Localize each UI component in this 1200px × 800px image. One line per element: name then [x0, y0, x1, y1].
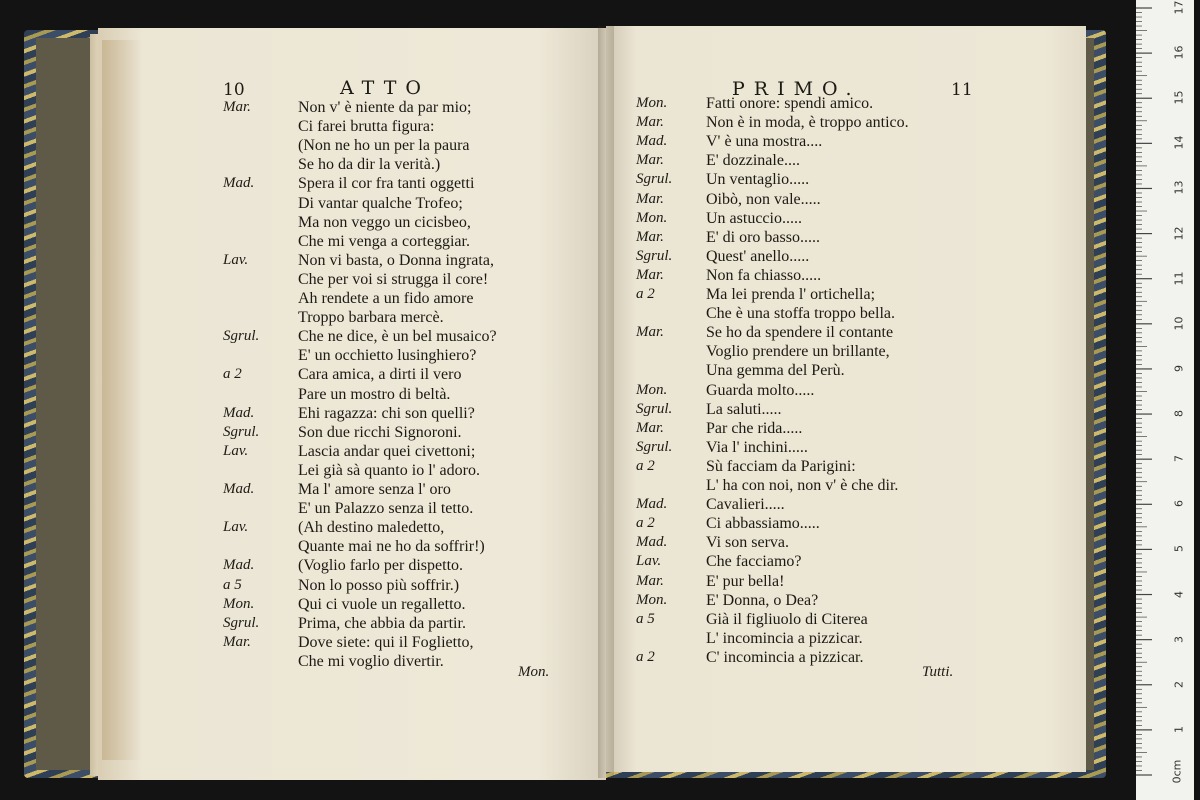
verse-text: Ma non veggo un cicisbeo,: [298, 213, 471, 231]
speaker-label: Lav.: [223, 251, 249, 268]
verse-text: Par che rida.....: [706, 419, 803, 437]
speaker-label: a 2: [636, 457, 655, 474]
verse-text: Di vantar qualche Trofeo;: [298, 194, 463, 212]
verse-text: Lascia andar quei civettoni;: [298, 442, 476, 460]
left-catchword: Mon.: [518, 664, 550, 680]
ruler-number: 17: [1172, 0, 1186, 15]
verse-text: Voglio prendere un brillante,: [706, 343, 890, 361]
verse-text: Non lo posso più soffrir.): [298, 576, 460, 594]
speaker-label: a 5: [223, 576, 242, 593]
speaker-label: Mad.: [636, 133, 668, 150]
speaker-label: Sgrul.: [636, 400, 673, 417]
speaker-label: Mon.: [636, 95, 668, 111]
verse-text: L' incomincia a pizzicar.: [706, 629, 863, 647]
speaker-label: Mar.: [636, 324, 664, 341]
verse-text: Oibò, non vale.....: [706, 190, 821, 208]
verse-text: E' un occhietto lusinghiero?: [298, 347, 477, 365]
page-stain: [102, 40, 142, 760]
speaker-label: Mar.: [636, 114, 664, 131]
verse-text: C' incomincia a pizzicar.: [706, 648, 864, 666]
verse-text: Vi son serva.: [706, 534, 790, 552]
verse-text: Troppo barbara mercè.: [298, 309, 444, 327]
ruler-unit-label: 0cm: [1170, 759, 1184, 784]
speaker-label: a 2: [223, 366, 242, 383]
speaker-label: Lav.: [223, 519, 249, 536]
verse-text: (Voglio farlo per dispetto.: [298, 557, 464, 575]
ruler-number: 3: [1172, 635, 1186, 643]
speaker-label: Mad.: [636, 496, 668, 513]
speaker-label: a 2: [636, 515, 655, 532]
verse-text: Ma lei prenda l' ortichella;: [706, 286, 876, 303]
speaker-label: Mar.: [636, 190, 664, 207]
speaker-label: Mon.: [636, 591, 668, 608]
ruler-number: 2: [1172, 680, 1186, 688]
verse-text: Pare un mostro di beltà.: [298, 385, 451, 403]
verse-text: Ah rendete a un fido amore: [298, 290, 474, 307]
ruler-number: 1: [1172, 725, 1186, 733]
verse-text: Che è una stoffa troppo bella.: [706, 305, 895, 323]
ruler-number: 16: [1172, 45, 1186, 60]
verse-text: Che ne dice, è un bel musaico?: [298, 328, 497, 346]
right-running-header: PRIMO.: [732, 78, 861, 100]
ruler-number: 11: [1172, 271, 1186, 286]
verse-text: Qui ci vuole un regalletto.: [298, 595, 466, 613]
ruler-number: 14: [1172, 135, 1186, 150]
ruler-number: 7: [1172, 455, 1186, 463]
verse-text: V' è una mostra....: [706, 133, 823, 151]
ruler-number: 4: [1172, 590, 1186, 598]
speaker-label: Sgrul.: [223, 328, 260, 345]
speaker-label: Mon.: [636, 209, 668, 226]
ruler-number: 6: [1172, 500, 1186, 508]
verse-text: Una gemma del Perù.: [706, 362, 845, 380]
verse-text: Non vi basta, o Donna ingrata,: [298, 251, 494, 269]
ruler-number: 12: [1172, 226, 1186, 241]
verse-text: Son due ricchi Signoroni.: [298, 423, 462, 441]
verse-text: Ci abbassiamo.....: [706, 515, 820, 533]
measuring-ruler: [1136, 0, 1194, 800]
speaker-label: Sgrul.: [636, 247, 673, 264]
verse-text: Ehi ragazza: chi son quelli?: [298, 404, 475, 422]
right-catchword: Tutti.: [922, 664, 954, 680]
verse-text: Che facciamo?: [706, 553, 802, 571]
speaker-label: Mon.: [223, 595, 255, 612]
speaker-label: Mad.: [223, 404, 255, 421]
verse-text: Non è in moda, è troppo antico.: [706, 114, 909, 132]
verse-text: (Ah destino maledetto,: [298, 519, 445, 537]
speaker-label: Lav.: [636, 553, 662, 570]
ruler-number: 5: [1172, 545, 1186, 553]
verse-text: Non v' è niente da par mio;: [298, 99, 472, 116]
verse-text: Quest' anello.....: [706, 247, 810, 265]
speaker-label: Mad.: [636, 534, 668, 551]
ruler-number: 8: [1172, 410, 1186, 418]
verse-text: Quante mai ne ho da soffrir!): [298, 538, 485, 556]
verse-text: La saluti.....: [706, 400, 782, 418]
verse-text: Se ho da spendere il contante: [706, 324, 894, 342]
speaker-label: a 2: [636, 286, 655, 302]
speaker-label: Mad.: [223, 175, 255, 192]
verse-text: Fatti onore: spendi amico.: [706, 95, 874, 112]
verse-text: L' ha con noi, non v' è che dir.: [706, 477, 899, 494]
verse-text: Che per voi si strugga il core!: [298, 270, 489, 288]
verse-text: Un ventaglio.....: [706, 171, 810, 189]
verse-text: Cavalieri.....: [706, 496, 785, 514]
verse-text: Che mi voglio divertir.: [298, 652, 444, 670]
verse-text: Che mi venga a corteggiar.: [298, 232, 470, 250]
verse-text: E' pur bella!: [706, 572, 785, 590]
speaker-label: Sgrul.: [223, 423, 260, 440]
ruler-number: 15: [1172, 90, 1186, 105]
verse-text: Sù facciam da Parigini:: [706, 457, 856, 475]
verse-text: E' un Palazzo senza il tetto.: [298, 500, 474, 518]
verse-text: Prima, che abbia da partir.: [298, 614, 466, 632]
speaker-label: a 2: [636, 648, 655, 665]
verse-text: E' Donna, o Dea?: [706, 591, 819, 609]
verse-text: Ma l' amore senza l' oro: [298, 481, 451, 498]
verse-text: E' dozzinale....: [706, 152, 800, 170]
speaker-label: Mar.: [223, 99, 251, 115]
speaker-label: Mad.: [223, 481, 255, 497]
right-page: [606, 26, 1086, 772]
verse-text: Non fa chiasso.....: [706, 266, 822, 284]
ruler-number: 9: [1172, 364, 1186, 372]
verse-text: Già il figliuolo di Citerea: [706, 610, 868, 628]
speaker-label: Mar.: [636, 266, 664, 283]
speaker-label: Mad.: [223, 557, 255, 574]
speaker-label: Sgrul.: [636, 438, 673, 455]
speaker-label: Mar.: [636, 419, 664, 436]
speaker-label: Mon.: [636, 381, 668, 398]
speaker-label: Sgrul.: [636, 171, 673, 188]
left-page-number: 10: [223, 80, 245, 100]
verse-text: E' di oro basso.....: [706, 228, 820, 246]
ruler-number: 13: [1172, 180, 1186, 195]
left-running-header: ATTO: [340, 77, 430, 99]
verse-text: Lei già sà quanto io l' adoro.: [298, 461, 480, 479]
right-page-number: 11: [951, 80, 973, 100]
book-gutter: [598, 26, 614, 778]
verse-text: Cara amica, a dirti il vero: [298, 366, 462, 384]
verse-text: Se ho da dir la verità.): [298, 156, 441, 174]
speaker-label: Mar.: [636, 152, 664, 169]
verse-text: (Non ne ho un per la paura: [298, 137, 470, 155]
speaker-label: Lav.: [223, 442, 249, 459]
speaker-label: Sgrul.: [223, 614, 260, 631]
left-page: [98, 28, 606, 780]
verse-text: Ci farei brutta figura:: [298, 118, 435, 136]
speaker-label: Mar.: [223, 633, 251, 650]
speaker-label: Mar.: [636, 572, 664, 589]
ruler-number: 10: [1172, 316, 1186, 331]
verse-text: Guarda molto.....: [706, 381, 815, 399]
verse-text: Via l' inchini.....: [706, 438, 808, 456]
speaker-label: a 5: [636, 610, 655, 627]
verse-text: Dove siete: qui il Foglietto,: [298, 633, 474, 651]
speaker-label: Mar.: [636, 228, 664, 245]
verse-text: Un astuccio.....: [706, 209, 802, 227]
verse-text: Spera il cor fra tanti oggetti: [298, 175, 475, 193]
